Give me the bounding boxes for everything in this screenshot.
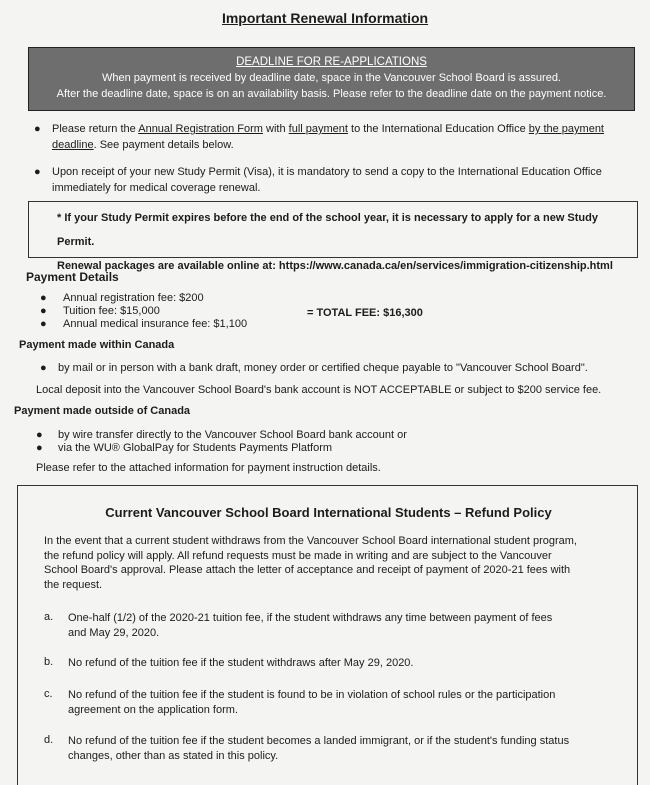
tuition-fee: Tuition fee: $15,000 (63, 305, 160, 317)
payment-outside-canada-heading: Payment made outside of Canada (14, 405, 191, 417)
payment-within-canada-heading: Payment made within Canada (19, 339, 175, 351)
deadline-line-1: When payment is received by deadline date, space in the Vancouver School Board is assured. (101, 72, 561, 84)
bullet-icon: ● (34, 166, 41, 178)
refund-item-label: a. (44, 611, 54, 623)
deadline-box (28, 47, 635, 111)
refund-item-label: b. (44, 656, 54, 668)
return-form-instruction: Please return the Annual Registration Form with full payment to the International Education Office by the payment deadline. See payment details below. (52, 123, 604, 151)
bullet-icon: ● (34, 123, 41, 135)
study-permit-instruction: Upon receipt of your new Study Permit (Visa), it is mandatory to send a copy to the International Education Office immediately for medical coverage renewal. (52, 166, 602, 194)
local-deposit-warning: Local deposit into the Vancouver School Board's bank account is NOT ACCEPTABLE or subject to $200 service fee. (36, 384, 602, 396)
refund-item-b: No refund of the tuition fee if the student withdraws after May 29, 2020. (68, 657, 414, 669)
bullet-icon: ● (40, 292, 47, 304)
refund-item-label: d. (44, 734, 54, 746)
refund-item-d: No refund of the tuition fee if the student becomes a landed immigrant, or if the student's funding status changes, other than as stated in this policy. (68, 735, 570, 762)
globalpay-method: via the WU® GlobalPay for Students Payments Platform (58, 442, 333, 454)
refund-intro: In the event that a current student withdraws from the Vancouver School Board international student program, the refund policy will apply. All refund requests must be made in writing and are subject to the Vancouver School Board's approval. Please attach the letter of acceptance and receipt of payment of 2020-21 fees with the request. (44, 535, 577, 591)
wire-transfer-method: by wire transfer directly to the Vancouver School Board bank account or (58, 429, 407, 441)
bullet-icon: ● (36, 442, 43, 454)
payment-instruction-note: Please refer to the attached information for payment instruction details. (36, 462, 381, 474)
refund-policy-heading: Current Vancouver School Board International Students – Refund Policy (105, 505, 552, 520)
refund-item-label: c. (44, 688, 53, 700)
permit-line-1: * If your Study Permit expires before the end of the school year, it is necessary to apply for a new Study Permit. (57, 212, 598, 248)
refund-item-a: One-half (1/2) of the 2020-21 tuition fee, if the student withdraws any time between payment of fees and May 29, 2020. (68, 612, 553, 639)
total-fee: = TOTAL FEE: $16,300 (307, 307, 423, 319)
bullet-icon: ● (40, 305, 47, 317)
permit-line-2: Renewal packages are available online at: https://www.canada.ca/en/services/immigration-citizenship.html (57, 260, 613, 272)
medical-insurance-fee: Annual medical insurance fee: $1,100 (63, 318, 248, 330)
study-permit-notice (28, 201, 638, 272)
refund-item-c: No refund of the tuition fee if the student is found to be in violation of school rules or the participation agreement on the application form. (68, 689, 556, 716)
registration-fee: Annual registration fee: $200 (63, 292, 204, 304)
within-canada-method: by mail or in person with a bank draft, money order or certified cheque payable to "Vancouver School Board". (58, 362, 588, 374)
registration-form-link-text: Annual Registration Form (138, 123, 263, 135)
bullet-icon: ● (36, 429, 43, 441)
deadline-line-2: After the deadline date, space is on an availability basis. Please refer to the deadline date on the payment notice. (56, 88, 607, 100)
bullet-icon: ● (40, 362, 47, 374)
refund-policy-box (17, 485, 638, 785)
deadline-heading: DEADLINE FOR RE-APPLICATIONS (236, 56, 427, 68)
bullet-icon: ● (40, 318, 47, 330)
page-title: Important Renewal Information (221, 10, 429, 26)
payment-details-heading: Payment Details (26, 270, 119, 284)
